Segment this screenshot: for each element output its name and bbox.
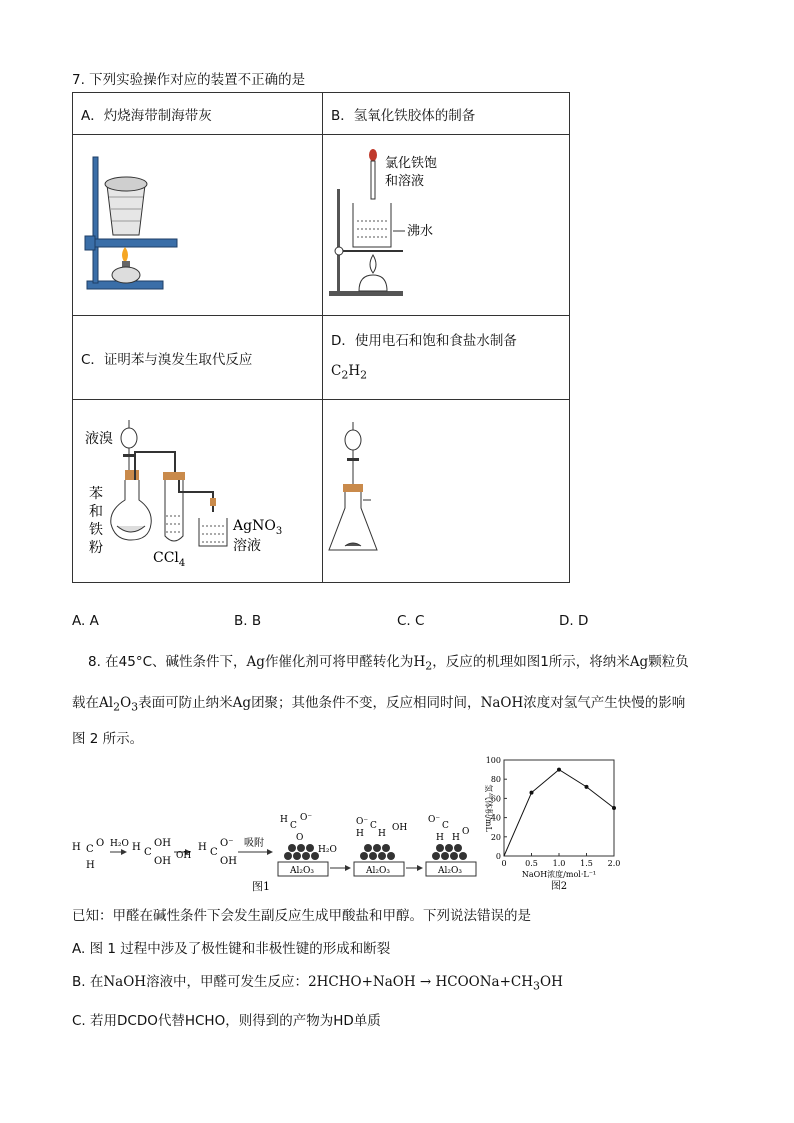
atom-c: C: [290, 821, 297, 831]
crucible: [107, 185, 145, 235]
group-oh: OH: [220, 856, 237, 867]
label-adsorb: 吸附: [244, 838, 264, 849]
flame: [370, 255, 376, 273]
clamp-screw: [85, 236, 95, 250]
label-boiling-water: 沸水: [407, 224, 434, 239]
x-tick-label: 1.0: [552, 859, 566, 868]
choice-b[interactable]: B. B: [234, 613, 262, 629]
funnel-stopcock: [123, 454, 135, 457]
cell-b-label: B．氢氧化铁胶体的制备: [323, 93, 570, 135]
connecting-tube-2: [179, 480, 213, 512]
alcohol-lamp: [359, 275, 387, 291]
cell-a-figure: [73, 135, 323, 316]
group-oh: OH: [154, 856, 171, 867]
figure-1-mechanism: [66, 800, 478, 892]
atom-c: C: [370, 821, 377, 831]
ag-particles-3: [432, 844, 467, 860]
label-al2o3-3: Al₂O₃: [438, 866, 462, 876]
atom-h: H: [198, 842, 207, 853]
tube-stopper: [163, 472, 185, 480]
atom-o: O: [96, 838, 105, 849]
atom-c: C: [210, 847, 218, 858]
acetylene-apparatus-figure: [323, 400, 569, 578]
group-o-minus: O⁻: [356, 817, 369, 827]
dropper-bulb: [369, 149, 377, 161]
question-8-line-3: 图 2 所示。: [72, 731, 144, 747]
label-h2o-2: H₂O: [318, 845, 337, 855]
cell-c-figure: [73, 400, 323, 583]
atom-o: O: [462, 827, 470, 837]
x-tick-label: 0: [501, 859, 507, 868]
bromination-apparatus-figure: [73, 400, 322, 578]
choice-c[interactable]: C. C: [397, 613, 425, 629]
atom-h: H: [436, 833, 444, 843]
figure-1-caption: 图1: [252, 880, 270, 892]
label-al2o3-1: Al₂O₃: [290, 866, 314, 876]
y-tick-label: 40: [490, 813, 501, 823]
label-agno3: AgNO$_3$: [233, 518, 283, 537]
funnel-stopcock: [347, 458, 359, 461]
label-benzene-1: 苯: [89, 486, 103, 502]
crucible-lid: [105, 177, 147, 191]
label-benzene-2: 和: [89, 504, 103, 520]
boiling-water: [354, 217, 390, 246]
y-tick-label: 100: [485, 756, 501, 765]
atom-h: H: [452, 833, 460, 843]
choice-a[interactable]: A. A: [72, 613, 99, 629]
atom-c: C: [144, 847, 152, 858]
flask-stopper: [343, 484, 363, 492]
y-tick-label: 80: [490, 775, 501, 785]
conical-flask: [329, 492, 377, 550]
atom-h: H: [378, 829, 386, 839]
label-benzene-4: 粉: [89, 540, 103, 556]
label-liquid-bromine: 液溴: [85, 431, 113, 447]
plot-frame: [504, 760, 614, 856]
group-oh: OH: [154, 838, 171, 849]
separatory-funnel: [121, 428, 137, 448]
ring-support: [91, 239, 177, 247]
x-axis-label: NaOH浓度/mol·L⁻¹: [521, 870, 597, 879]
label-benzene-3: 铁: [89, 522, 103, 538]
data-point: [585, 785, 589, 789]
dropper-tube: [371, 161, 375, 199]
cell-d-label: [323, 316, 570, 400]
atom-h: H: [280, 815, 288, 825]
flame: [122, 247, 128, 263]
cell-d-figure: [323, 400, 570, 583]
label-ccl4: CCl$_4$: [153, 550, 186, 569]
atom-c: C: [442, 821, 449, 831]
flask-stopper: [125, 470, 139, 480]
group-o-minus: O⁻: [220, 838, 234, 849]
d-formula: $C_2H_2$: [331, 363, 368, 382]
label-ferric-chloride-2: 和溶液: [385, 174, 425, 189]
ag-particles-2: [360, 844, 395, 860]
tube-joint: [210, 498, 216, 506]
options-table: [72, 92, 570, 583]
option-c[interactable]: C. 若用DCDO代替HCHO，则得到的产物为HD单质: [72, 1013, 381, 1029]
known-statement: 已知：甲醛在碱性条件下会发生副反应生成甲酸盐和甲醇。下列说法错误的是: [72, 908, 531, 924]
group-o-minus: O⁻: [300, 813, 313, 823]
option-b[interactable]: B. 在NaOH溶液中，甲醛可发生反应：2HCHO+NaOH → $HCOONa+CH_3OH$: [72, 974, 563, 993]
cell-c-label: C．证明苯与溴发生取代反应: [73, 316, 323, 400]
label-solution: 溶液: [233, 538, 261, 554]
cell-a-label: A．灼烧海带制海带灰: [73, 93, 323, 135]
label-h2o-1: H₂O: [110, 839, 129, 849]
data-point: [530, 791, 534, 795]
stand-rod: [93, 157, 98, 283]
question-7-stem: 7. 下列实验操作对应的装置不正确的是: [72, 72, 306, 88]
question-8-line-1: 8. 在45°C、碱性条件下，Ag作催化剂可将甲醛转化为$H_2$，反应的机理如图1所示，将纳米Ag颗粒负: [88, 654, 689, 673]
y-axis-label: 氢气体积/mL: [484, 784, 493, 832]
figure-2-caption: 图2: [550, 881, 568, 892]
atom-c: C: [86, 844, 94, 855]
atom-h: H: [356, 829, 364, 839]
y-tick-label: 60: [490, 794, 501, 804]
y-tick-label: 0: [495, 852, 501, 861]
question-8-line-2: 载在$Al_2O_3$表面可防止纳米Ag团聚；其他条件不变，反应相同时间，NaOH浓度对氢气产生快慢的影响: [72, 695, 686, 714]
d-label-text: D．使用电石和饱和食盐水制备: [331, 333, 517, 350]
atom-o: O: [296, 833, 304, 843]
group-oh: OH: [392, 823, 408, 833]
data-point: [557, 768, 561, 772]
ignition-apparatus-figure: [73, 135, 322, 311]
choice-d[interactable]: D. D: [559, 613, 589, 629]
x-tick-label: 1.5: [580, 859, 593, 868]
cell-b-figure: [323, 135, 570, 316]
atom-h: H: [72, 842, 81, 853]
group-o-minus: O⁻: [428, 815, 441, 825]
atom-h: H: [86, 860, 95, 871]
option-a[interactable]: A. 图 1 过程中涉及了极性键和非极性键的形成和断裂: [72, 941, 391, 957]
label-ferric-chloride-1: 氯化铁饱: [385, 156, 438, 171]
y-tick-label: 20: [490, 832, 501, 842]
x-tick-label: 0.5: [525, 859, 538, 868]
figure-2-chart: [478, 752, 638, 898]
atom-h: H: [132, 842, 141, 853]
stand-base: [329, 291, 403, 296]
colloid-apparatus-figure: [323, 135, 569, 311]
stand-rod: [337, 189, 340, 293]
data-point: [612, 806, 616, 810]
label-oh: OH: [176, 851, 192, 861]
label-al2o3-2: Al₂O₃: [366, 866, 390, 876]
alcohol-lamp: [112, 267, 140, 283]
x-tick-label: 2.0: [607, 859, 621, 868]
series-line: [504, 770, 614, 856]
ag-particles-1: [284, 844, 319, 860]
separatory-funnel: [345, 430, 361, 450]
clamp: [335, 247, 343, 255]
